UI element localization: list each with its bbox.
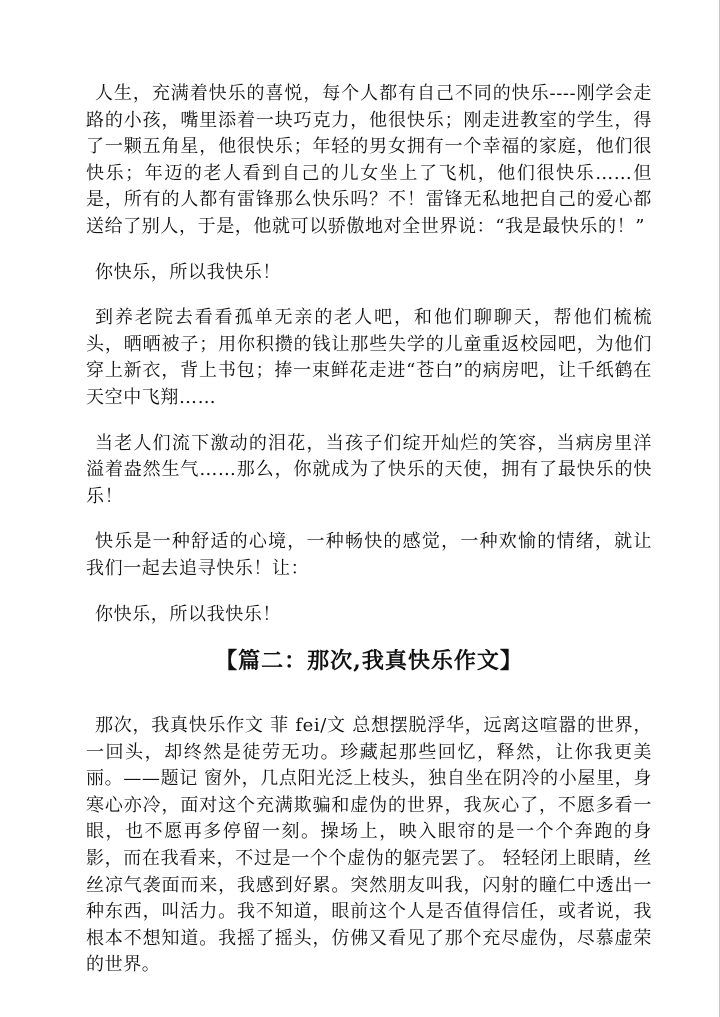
paragraph-refrain-2: 你快乐，所以我快乐！ [95,603,281,625]
paragraph-essay-two: 那次，我真快乐作文 菲 fei/文 总想摆脱浮华，远离这喧嚣的世界，一回头，却终然是徒劳无功。珍藏起那些回忆，释然，让你我更美丽。——题记 窗外，几点阳光泛上枝头，独自坐在阴冷的小屋里，身寒心亦冷，面对这个充满欺骗和虚伪的世界，我灰心了，不愿多看一眼，也不愿再多停留一刻。操场上，映入眼帘的是一个个奔跑的身影，而在我看来，不过是一个个虚伪的躯壳罢了。 轻轻闭上眼睛，丝丝凉气袭面而来，我感到好累。突然朋友叫我，闪射的瞳仁中透出一种东西，叫活力。我不知道，眼前这个人是否值得信任，或者说，我根本不想知道。我摇了摇头，仿佛又看见了那个充尽虚伪，尽慕虚荣的世界。 [86,715,652,976]
paragraph-refrain-1: 你快乐，所以我快乐！ [95,261,281,283]
paragraph-tears-of-joy: 当老人们流下激动的泪花，当孩子们绽开灿烂的笑容，当病房里洋溢着盎然生气……那么，你就成为了快乐的天使，拥有了最快乐的快乐！ [86,432,652,507]
section-title: 【篇二：那次,我真快乐作文】 [215,648,523,675]
paragraph-nursing-home: 到养老院去看看孤单无亲的老人吧，和他们聊聊天，帮他们梳梳头，晒晒被子；用你积攒的钱让那些失学的儿童重返校园吧，为他们穿上新衣，背上书包；捧一束鲜花走进“苍白”的病房吧，让千纸鹤在天空中飞翔…… [86,307,652,408]
document-body [86,81,652,979]
paragraph-happiness-definition: 快乐是一种舒适的心境，一种畅快的感觉，一种欢愉的情绪，就让我们一起去追寻快乐！让： [86,531,652,579]
paragraph-life-happiness: 人生，充满着快乐的喜悦，每个人都有自己不同的快乐----刚学会走路的小孩，嘴里添着一块巧克力，他很快乐；刚走进教室的学生，得了一颗五角星，他很快乐；年轻的男女拥有一个幸福的家庭，他们很快乐；年迈的老人看到自己的儿女坐上了飞机，他们很快乐……但是，所有的人都有雷锋那么快乐吗？不！雷锋无私地把自己的爱心都送给了别人，于是，他就可以骄傲地对全世界说：“我是最快乐的！” [86,83,652,237]
